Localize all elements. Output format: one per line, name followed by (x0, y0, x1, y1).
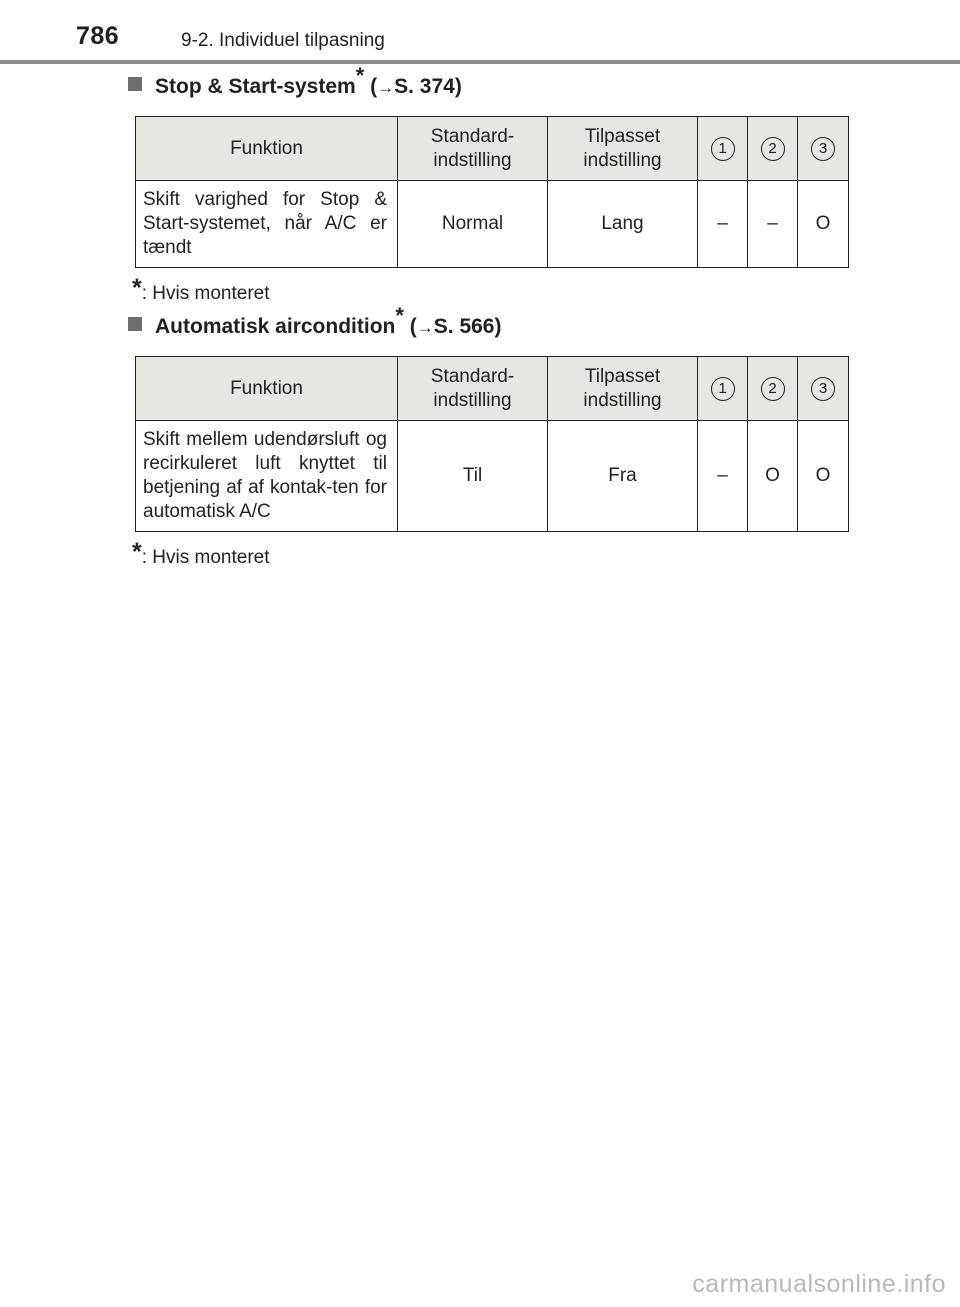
cell-custom: Fra (548, 421, 698, 532)
header-col-3 (798, 357, 849, 421)
header-default: Standard-indstilling (398, 357, 548, 421)
table-header-row (136, 357, 849, 421)
cell-col-1: – (698, 181, 748, 268)
footnote-text: : Hvis monteret (141, 283, 270, 304)
header-col-3 (798, 117, 849, 181)
table-row (136, 181, 849, 268)
cell-col-2: – (748, 181, 798, 268)
header-custom: Tilpasset indstilling (548, 357, 698, 421)
section-heading-stop-start (128, 63, 462, 99)
header-function: Funktion (136, 117, 398, 181)
header-default: Standard-indstilling (398, 117, 548, 181)
circled-number-3-icon: 3 (811, 137, 835, 161)
bullet-square-icon (128, 317, 142, 331)
footnote-asterisk: * (132, 274, 142, 302)
settings-table-aircondition (135, 356, 849, 532)
cell-col-3: O (798, 421, 849, 532)
footnote-text: : Hvis monteret (141, 547, 270, 568)
heading-text: Stop & Start-system (155, 75, 356, 98)
circled-number-2-icon: 2 (761, 137, 785, 161)
cell-custom: Lang (548, 181, 698, 268)
table-row (136, 421, 849, 532)
cell-function: Skift mellem udendørsluft og recirkuleret luft knyttet til betjening af af kontak-ten for automatisk A/C (136, 421, 398, 532)
header-custom: Tilpasset indstilling (548, 117, 698, 181)
footnote-aircondition (132, 538, 270, 570)
page-number: 786 (76, 22, 120, 50)
cell-default: Til (398, 421, 548, 532)
cell-default: Normal (398, 181, 548, 268)
page-reference-link[interactable]: S. 566) (433, 315, 502, 338)
cell-col-1: – (698, 421, 748, 532)
header-rule (0, 60, 960, 64)
asterisk-mark: * (355, 63, 365, 88)
cell-function: Skift varighed for Stop & Start-systemet, når A/C er tændt (136, 181, 398, 268)
header-function: Funktion (136, 357, 398, 421)
arrow-right-icon: → (416, 318, 434, 337)
arrow-right-icon: → (377, 78, 395, 97)
cell-col-3: O (798, 181, 849, 268)
heading-text: Automatisk aircondition (155, 315, 396, 338)
watermark: carmanualsonline.info (692, 1270, 946, 1298)
table-header-row (136, 117, 849, 181)
circled-number-3-icon: 3 (811, 377, 835, 401)
circled-number-1-icon: 1 (711, 377, 735, 401)
section-path: 9-2. Individuel tilpasning (181, 30, 385, 51)
settings-table-stop-start (135, 116, 849, 268)
circled-number-1-icon: 1 (711, 137, 735, 161)
page-header (0, 0, 960, 64)
ref-open: ( (370, 75, 378, 98)
section-heading-aircondition (128, 303, 502, 339)
header-col-1 (698, 357, 748, 421)
bullet-square-icon (128, 77, 142, 91)
page-reference-link[interactable]: S. 374) (394, 75, 462, 98)
header-col-2 (748, 357, 798, 421)
header-col-1 (698, 117, 748, 181)
cell-col-2: O (748, 421, 798, 532)
header-col-2 (748, 117, 798, 181)
footnote-stop-start (132, 274, 270, 306)
ref-open: ( (409, 315, 417, 338)
asterisk-mark: * (395, 303, 404, 328)
circled-number-2-icon: 2 (761, 377, 785, 401)
footnote-asterisk: * (132, 538, 142, 566)
